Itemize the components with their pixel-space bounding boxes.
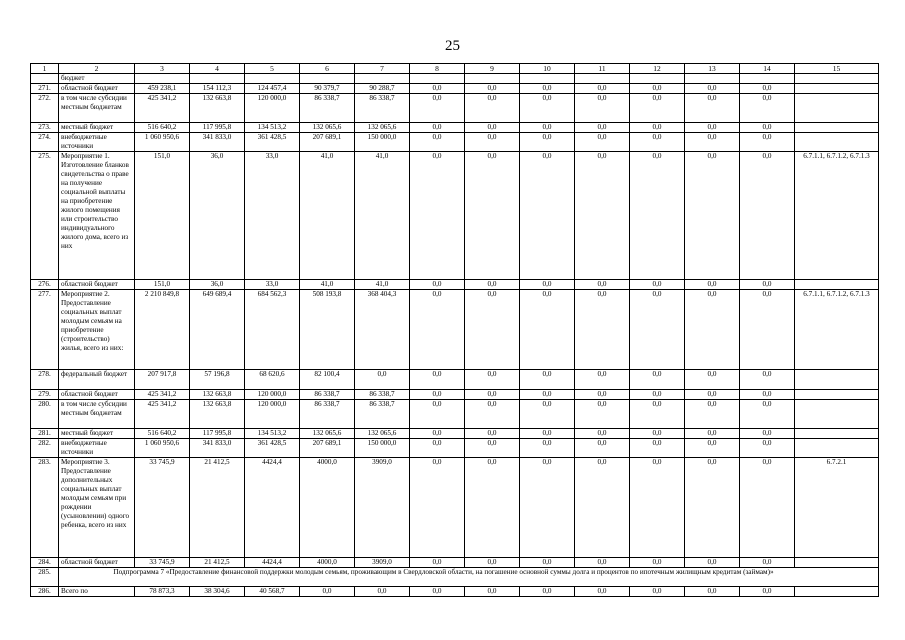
value-cell: 0,0 (520, 439, 575, 458)
table-row (31, 290, 879, 370)
value-cell: 0,0 (630, 84, 685, 94)
value-cell (410, 74, 465, 84)
value-cell: 0,0 (410, 280, 465, 290)
indicator-cell (795, 94, 879, 123)
value-cell (740, 74, 795, 84)
header-cell: 4 (190, 64, 245, 74)
row-number-cell: 285. (31, 568, 59, 587)
value-cell: 0,0 (465, 458, 520, 558)
value-cell: 0,0 (685, 370, 740, 390)
value-cell: 0,0 (740, 280, 795, 290)
value-cell: 68 620,6 (245, 370, 300, 390)
value-cell: 38 304,6 (190, 587, 245, 597)
value-cell: 4000,0 (300, 558, 355, 568)
value-cell: 0,0 (630, 280, 685, 290)
indicator-cell (795, 558, 879, 568)
value-cell: 0,0 (520, 133, 575, 152)
value-cell: 425 341,2 (135, 390, 190, 400)
value-cell: 0,0 (685, 458, 740, 558)
value-cell: 0,0 (575, 429, 630, 439)
row-label-cell: федеральный бюджет (59, 370, 135, 390)
value-cell: 120 000,0 (245, 94, 300, 123)
row-number-cell: 286. (31, 587, 59, 597)
value-cell: 1 060 950,6 (135, 133, 190, 152)
value-cell (355, 74, 410, 84)
table-row (31, 429, 879, 439)
value-cell: 82 100,4 (300, 370, 355, 390)
row-number-cell: 278. (31, 370, 59, 390)
row-number-cell: 284. (31, 558, 59, 568)
value-cell: 0,0 (465, 400, 520, 429)
row-label-cell: в том числе субсидии местным бюджетам (59, 94, 135, 123)
value-cell: 0,0 (465, 558, 520, 568)
value-cell: 0,0 (520, 429, 575, 439)
value-cell: 0,0 (630, 390, 685, 400)
row-number-cell: 280. (31, 400, 59, 429)
indicator-cell (795, 280, 879, 290)
value-cell: 508 193,8 (300, 290, 355, 370)
value-cell: 0,0 (685, 133, 740, 152)
value-cell: 36,0 (190, 152, 245, 280)
value-cell: 0,0 (410, 587, 465, 597)
table-row (31, 152, 879, 280)
value-cell: 33 745,9 (135, 558, 190, 568)
header-cell: 13 (685, 64, 740, 74)
value-cell: 0,0 (630, 370, 685, 390)
value-cell: 41,0 (355, 280, 410, 290)
indicator-cell (795, 439, 879, 458)
header-cell: 8 (410, 64, 465, 74)
value-cell: 0,0 (630, 458, 685, 558)
value-cell: 0,0 (410, 429, 465, 439)
value-cell: 132 663,8 (190, 390, 245, 400)
value-cell: 4000,0 (300, 458, 355, 558)
table-row (31, 280, 879, 290)
value-cell: 132 065,6 (300, 429, 355, 439)
value-cell: 0,0 (630, 290, 685, 370)
value-cell: 0,0 (740, 458, 795, 558)
table-row (31, 400, 879, 429)
value-cell: 0,0 (630, 133, 685, 152)
indicator-cell (795, 370, 879, 390)
value-cell: 40 568,7 (245, 587, 300, 597)
value-cell: 0,0 (410, 390, 465, 400)
value-cell: 151,0 (135, 280, 190, 290)
value-cell: 0,0 (740, 370, 795, 390)
value-cell: 150 000,0 (355, 439, 410, 458)
value-cell: 0,0 (630, 587, 685, 597)
value-cell: 41,0 (300, 152, 355, 280)
value-cell: 86 338,7 (355, 400, 410, 429)
indicator-cell: 6.7.1.1, 6.7.1.2, 6.7.1.3 (795, 152, 879, 280)
value-cell: 57 196,8 (190, 370, 245, 390)
value-cell: 0,0 (520, 558, 575, 568)
row-number-cell: 272. (31, 94, 59, 123)
indicator-cell (795, 587, 879, 597)
value-cell: 0,0 (465, 429, 520, 439)
value-cell: 0,0 (465, 280, 520, 290)
value-cell: 134 513,2 (245, 123, 300, 133)
value-cell (685, 74, 740, 84)
value-cell: 3909,0 (355, 458, 410, 558)
value-cell: 0,0 (685, 290, 740, 370)
value-cell: 0,0 (355, 587, 410, 597)
header-cell: 2 (59, 64, 135, 74)
value-cell (465, 74, 520, 84)
value-cell: 0,0 (740, 587, 795, 597)
value-cell: 86 338,7 (355, 390, 410, 400)
value-cell: 0,0 (520, 458, 575, 558)
value-cell: 132 065,6 (355, 123, 410, 133)
value-cell: 0,0 (685, 439, 740, 458)
value-cell: 0,0 (465, 94, 520, 123)
table-row (31, 84, 879, 94)
value-cell: 0,0 (465, 390, 520, 400)
value-cell: 41,0 (355, 152, 410, 280)
header-row (31, 64, 879, 74)
value-cell: 0,0 (410, 94, 465, 123)
value-cell: 33,0 (245, 280, 300, 290)
value-cell: 132 065,6 (355, 429, 410, 439)
value-cell: 0,0 (465, 152, 520, 280)
table-row (31, 458, 879, 558)
value-cell: 0,0 (630, 439, 685, 458)
value-cell: 0,0 (740, 133, 795, 152)
table-row (31, 94, 879, 123)
value-cell: 425 341,2 (135, 94, 190, 123)
value-cell: 0,0 (410, 400, 465, 429)
value-cell: 0,0 (465, 290, 520, 370)
value-cell: 0,0 (740, 439, 795, 458)
value-cell: 0,0 (630, 558, 685, 568)
value-cell: 361 428,5 (245, 133, 300, 152)
value-cell: 0,0 (740, 558, 795, 568)
value-cell: 0,0 (685, 123, 740, 133)
budget-table (30, 63, 879, 597)
value-cell: 0,0 (685, 587, 740, 597)
value-cell: 0,0 (465, 133, 520, 152)
value-cell: 0,0 (520, 400, 575, 429)
table-row (31, 587, 879, 597)
row-number-cell (31, 74, 59, 84)
value-cell: 0,0 (465, 587, 520, 597)
value-cell: 0,0 (410, 152, 465, 280)
row-label-cell: областной бюджет (59, 390, 135, 400)
header-cell: 5 (245, 64, 300, 74)
value-cell: 459 238,1 (135, 84, 190, 94)
value-cell: 4424,4 (245, 558, 300, 568)
value-cell: 41,0 (300, 280, 355, 290)
value-cell: 0,0 (575, 439, 630, 458)
value-cell: 0,0 (410, 123, 465, 133)
value-cell: 684 562,3 (245, 290, 300, 370)
value-cell: 0,0 (685, 400, 740, 429)
value-cell: 0,0 (630, 400, 685, 429)
value-cell: 90 288,7 (355, 84, 410, 94)
header-cell: 12 (630, 64, 685, 74)
row-number-cell: 279. (31, 390, 59, 400)
indicator-cell (795, 390, 879, 400)
row-label-cell: бюджет (59, 74, 135, 84)
value-cell (575, 74, 630, 84)
header-cell: 11 (575, 64, 630, 74)
value-cell: 86 338,7 (300, 400, 355, 429)
value-cell: 207 689,1 (300, 133, 355, 152)
row-label-cell: областной бюджет (59, 84, 135, 94)
value-cell: 132 663,8 (190, 94, 245, 123)
indicator-cell (795, 429, 879, 439)
indicator-cell (795, 400, 879, 429)
value-cell: 0,0 (575, 280, 630, 290)
value-cell: 0,0 (520, 290, 575, 370)
header-cell: 15 (795, 64, 879, 74)
value-cell: 0,0 (410, 558, 465, 568)
value-cell: 21 412,5 (190, 458, 245, 558)
value-cell: 36,0 (190, 280, 245, 290)
table-row (31, 74, 879, 84)
value-cell: 117 995,8 (190, 123, 245, 133)
value-cell: 0,0 (630, 123, 685, 133)
row-number-cell: 282. (31, 439, 59, 458)
row-number-cell: 274. (31, 133, 59, 152)
value-cell: 649 689,4 (190, 290, 245, 370)
value-cell: 0,0 (740, 123, 795, 133)
value-cell: 0,0 (520, 280, 575, 290)
page-number: 25 (445, 38, 460, 54)
value-cell: 207 689,1 (300, 439, 355, 458)
value-cell: 0,0 (465, 370, 520, 390)
value-cell: 0,0 (520, 587, 575, 597)
value-cell: 0,0 (575, 133, 630, 152)
value-cell: 0,0 (575, 84, 630, 94)
header-cell: 14 (740, 64, 795, 74)
value-cell: 516 640,2 (135, 123, 190, 133)
row-number-cell: 283. (31, 458, 59, 558)
row-label-cell: местный бюджет (59, 123, 135, 133)
row-label-cell: Мероприятие 1. Изготовление бланков свидетельства о праве на получение социальной выплаты на приобретение жилого помещения или строительство индивидуального жилого дома, всего из них (59, 152, 135, 280)
value-cell: 4424,4 (245, 458, 300, 558)
indicator-cell (795, 74, 879, 84)
value-cell: 154 112,3 (190, 84, 245, 94)
value-cell (520, 74, 575, 84)
value-cell: 134 513,2 (245, 429, 300, 439)
value-cell: 0,0 (740, 152, 795, 280)
table-row (31, 123, 879, 133)
value-cell: 0,0 (520, 390, 575, 400)
row-label-cell: Всего по (59, 587, 135, 597)
row-number-cell: 276. (31, 280, 59, 290)
value-cell: 207 917,8 (135, 370, 190, 390)
value-cell (300, 74, 355, 84)
value-cell: 1 060 950,6 (135, 439, 190, 458)
value-cell: 0,0 (575, 370, 630, 390)
value-cell: 0,0 (520, 94, 575, 123)
table-body (31, 64, 879, 597)
value-cell: 0,0 (685, 84, 740, 94)
value-cell: 0,0 (575, 94, 630, 123)
value-cell: 0,0 (520, 370, 575, 390)
value-cell: 0,0 (520, 152, 575, 280)
row-number-cell: 275. (31, 152, 59, 280)
value-cell: 86 338,7 (300, 390, 355, 400)
value-cell (190, 74, 245, 84)
value-cell: 0,0 (410, 84, 465, 94)
row-label-cell: местный бюджет (59, 429, 135, 439)
value-cell: 0,0 (465, 84, 520, 94)
value-cell: 0,0 (575, 290, 630, 370)
value-cell: 0,0 (685, 152, 740, 280)
value-cell: 86 338,7 (300, 94, 355, 123)
value-cell: 516 640,2 (135, 429, 190, 439)
value-cell: 150 000,0 (355, 133, 410, 152)
value-cell: 33,0 (245, 152, 300, 280)
value-cell (630, 74, 685, 84)
value-cell: 0,0 (630, 152, 685, 280)
header-cell: 9 (465, 64, 520, 74)
table-row (31, 133, 879, 152)
value-cell: 0,0 (685, 390, 740, 400)
value-cell (135, 74, 190, 84)
value-cell: 0,0 (410, 370, 465, 390)
value-cell: 0,0 (740, 400, 795, 429)
row-number-cell: 271. (31, 84, 59, 94)
value-cell: 368 404,3 (355, 290, 410, 370)
value-cell: 0,0 (465, 123, 520, 133)
value-cell: 0,0 (575, 123, 630, 133)
value-cell: 341 833,0 (190, 133, 245, 152)
value-cell: 2 210 849,8 (135, 290, 190, 370)
row-label-cell: Мероприятие 2. Предоставление социальных выплат молодым семьям на приобретение (строительство) жилья, всего из них: (59, 290, 135, 370)
value-cell: 0,0 (575, 458, 630, 558)
indicator-cell: 6.7.2.1 (795, 458, 879, 558)
value-cell: 0,0 (740, 429, 795, 439)
header-cell: 7 (355, 64, 410, 74)
value-cell: 0,0 (575, 152, 630, 280)
value-cell: 0,0 (740, 84, 795, 94)
table-row (31, 558, 879, 568)
value-cell: 78 873,3 (135, 587, 190, 597)
table-row (31, 390, 879, 400)
value-cell: 0,0 (520, 123, 575, 133)
value-cell: 124 457,4 (245, 84, 300, 94)
row-label-cell: внебюджетные источники (59, 133, 135, 152)
value-cell: 0,0 (575, 587, 630, 597)
indicator-cell: 6.7.1.1, 6.7.1.2, 6.7.1.3 (795, 290, 879, 370)
value-cell: 132 663,8 (190, 400, 245, 429)
value-cell: 0,0 (740, 290, 795, 370)
row-label-cell: областной бюджет (59, 558, 135, 568)
header-cell: 10 (520, 64, 575, 74)
subprogram-title: Подпрограмма 7 «Предоставление финансовой поддержки молодым семьям, проживающим в Свердловской области, на погашение основной суммы долга и процентов по ипотечным жилищным кредитам (займам)» (59, 568, 879, 587)
value-cell: 0,0 (685, 429, 740, 439)
row-number-cell: 281. (31, 429, 59, 439)
row-label-cell: в том числе субсидии местным бюджетам (59, 400, 135, 429)
value-cell: 0,0 (740, 390, 795, 400)
value-cell: 361 428,5 (245, 439, 300, 458)
row-label-cell: областной бюджет (59, 280, 135, 290)
value-cell: 86 338,7 (355, 94, 410, 123)
value-cell: 0,0 (685, 94, 740, 123)
indicator-cell (795, 84, 879, 94)
value-cell: 0,0 (355, 370, 410, 390)
value-cell: 0,0 (465, 439, 520, 458)
value-cell: 425 341,2 (135, 400, 190, 429)
table-row (31, 439, 879, 458)
value-cell: 0,0 (410, 458, 465, 558)
value-cell: 33 745,9 (135, 458, 190, 558)
value-cell: 120 000,0 (245, 390, 300, 400)
value-cell: 0,0 (410, 290, 465, 370)
indicator-cell (795, 123, 879, 133)
header-cell: 1 (31, 64, 59, 74)
row-label-cell: внебюджетные источники (59, 439, 135, 458)
value-cell: 0,0 (575, 400, 630, 429)
value-cell: 151,0 (135, 152, 190, 280)
value-cell: 90 379,7 (300, 84, 355, 94)
subprogram-row (31, 568, 879, 587)
value-cell: 0,0 (630, 94, 685, 123)
value-cell: 341 833,0 (190, 439, 245, 458)
value-cell: 0,0 (520, 84, 575, 94)
table-row (31, 370, 879, 390)
value-cell: 0,0 (410, 439, 465, 458)
header-cell: 3 (135, 64, 190, 74)
value-cell: 0,0 (410, 133, 465, 152)
value-cell: 132 065,6 (300, 123, 355, 133)
row-label-cell: Мероприятие 3. Предоставление дополнительных социальных выплат молодым семьям при рождении (усыновлении) одного ребенка, всего из них (59, 458, 135, 558)
value-cell: 0,0 (685, 558, 740, 568)
value-cell: 3909,0 (355, 558, 410, 568)
value-cell: 0,0 (300, 587, 355, 597)
value-cell (245, 74, 300, 84)
value-cell: 0,0 (740, 94, 795, 123)
value-cell: 0,0 (575, 558, 630, 568)
value-cell: 21 412,5 (190, 558, 245, 568)
row-number-cell: 277. (31, 290, 59, 370)
value-cell: 120 000,0 (245, 400, 300, 429)
value-cell: 0,0 (575, 390, 630, 400)
indicator-cell (795, 133, 879, 152)
value-cell: 117 995,8 (190, 429, 245, 439)
value-cell: 0,0 (630, 429, 685, 439)
header-cell: 6 (300, 64, 355, 74)
row-number-cell: 273. (31, 123, 59, 133)
value-cell: 0,0 (685, 280, 740, 290)
